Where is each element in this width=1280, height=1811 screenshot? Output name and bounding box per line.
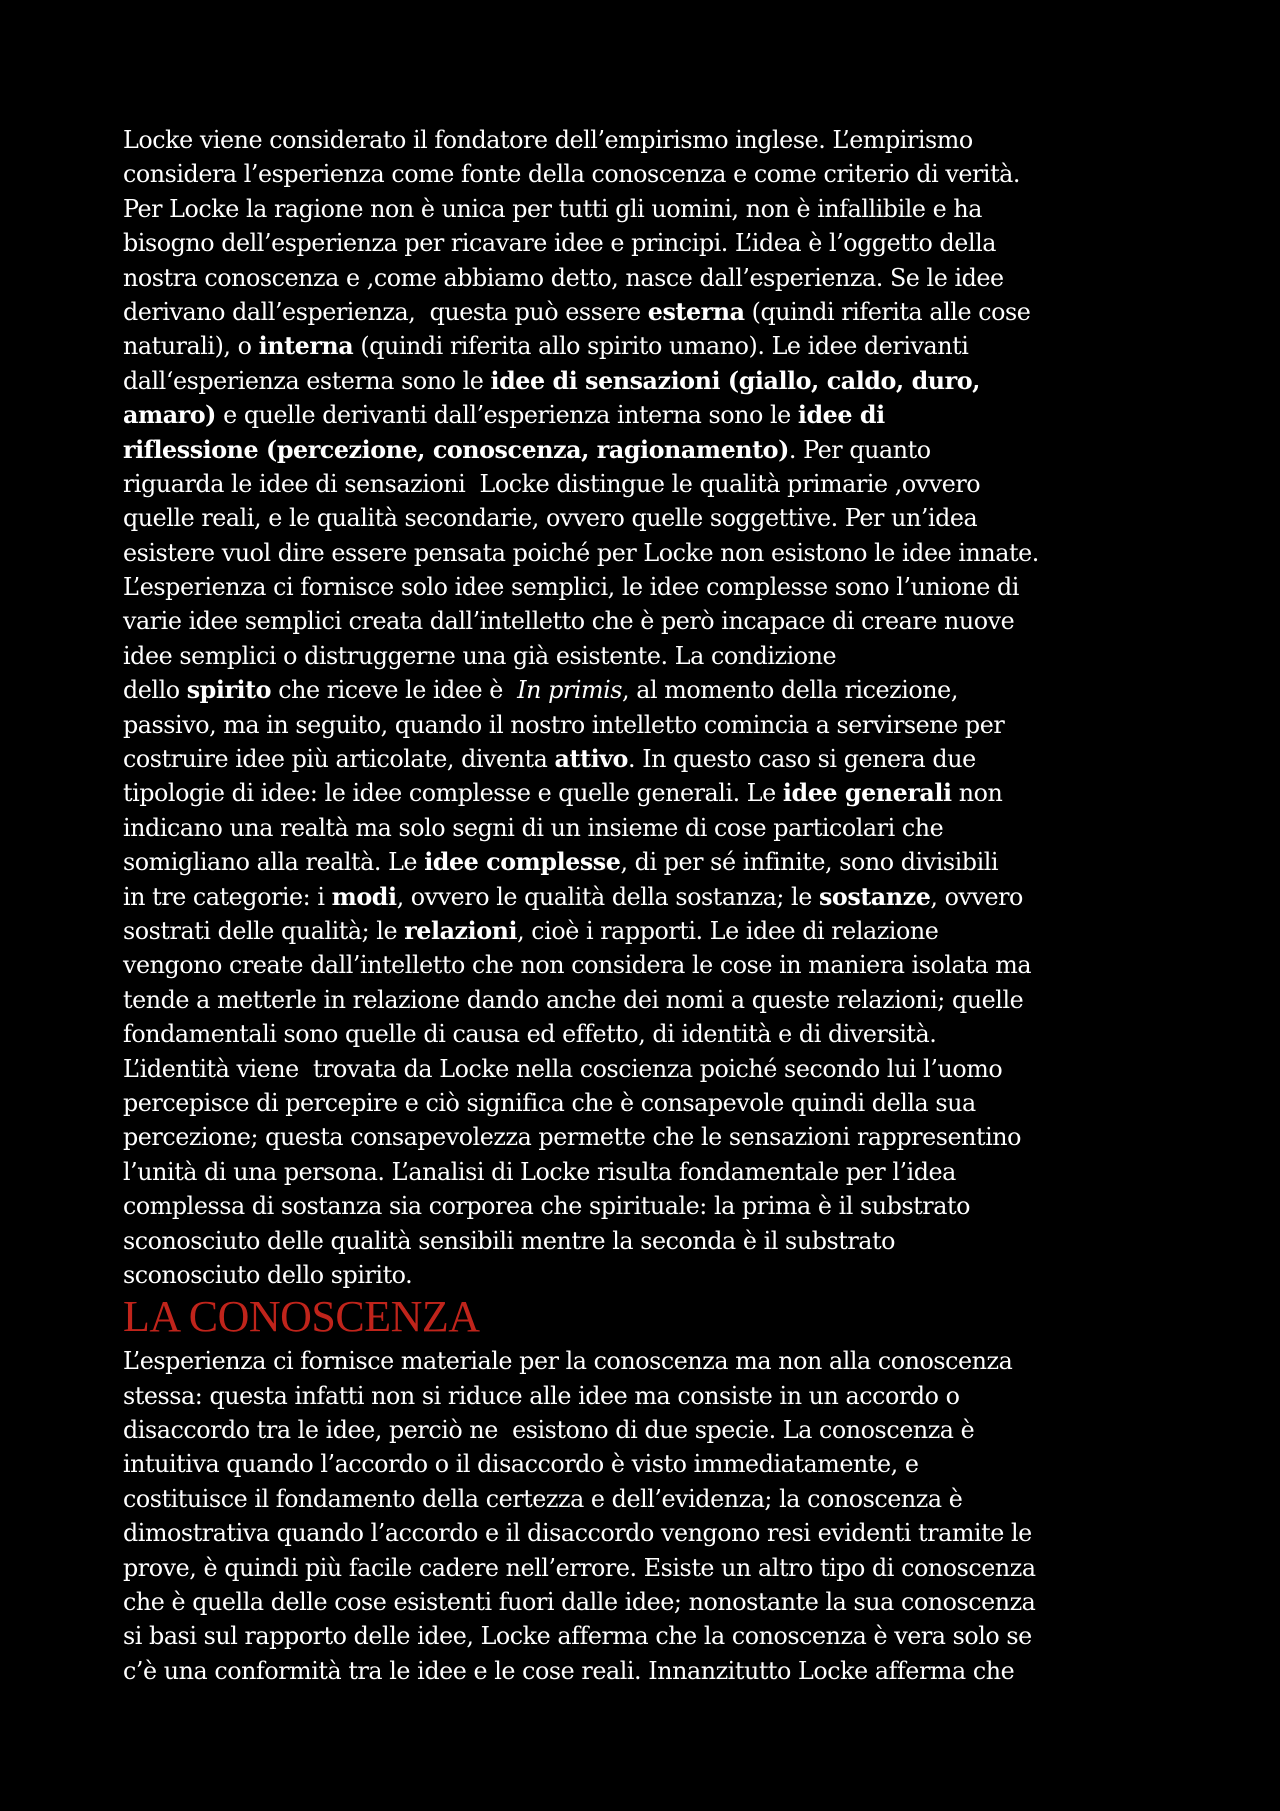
text-line [123,1189,1167,1223]
text-run: dello [123,676,187,705]
text-run: derivano dall’esperienza, questa può essere [123,297,648,326]
text-line [123,1344,1167,1378]
bold-term: idee di [797,401,885,430]
text-run: varie idee semplici creata dall’intelletto che è però incapace di creare nuove [123,607,1015,636]
bold-term: interna [258,332,354,361]
text-line [123,433,1167,467]
text-run: in tre categorie: i [123,882,332,911]
text-line [123,1052,1167,1086]
text-run: dimostrativa quando l’accordo e il disaccordo vengono resi evidenti tramite le [123,1519,1032,1548]
text-run: che è quella delle cose esistenti fuori dalle idee; nonostante la sua conoscenza [123,1588,1036,1617]
text-line [123,845,1167,879]
text-run: sconosciuto delle qualità sensibili mentre la seconda è il substrato [123,1226,896,1255]
text-run: (quindi riferita alle cose [744,297,1031,326]
text-line [123,639,1167,673]
text-line [123,501,1167,535]
text-run: , di per sé infinite, sono divisibili [620,848,999,877]
text-run: sconosciuto dello spirito. [123,1260,413,1289]
text-line [123,261,1167,295]
text-run: , al momento della ricezione, [622,676,958,705]
bold-term: idee di sensazioni (giallo, caldo, duro, [490,366,980,395]
text-line [123,1585,1167,1619]
text-run: esistere vuol dire essere pensata poiché per Locke non esistono le idee innate. [123,538,1039,567]
text-run: L’identità viene trovata da Locke nella coscienza poiché secondo lui l’uomo [123,1054,1003,1083]
bold-term: spirito [186,676,272,705]
text-line [123,295,1167,329]
text-line [123,226,1167,260]
text-line [123,1551,1167,1585]
text-run: quelle reali, e le qualità secondarie, ovvero quelle soggettive. Per un’idea [123,504,978,533]
text-line [123,1155,1167,1189]
text-line [123,1654,1167,1688]
text-run: dall‘esperienza esterna sono le [123,366,491,395]
text-line [123,157,1167,191]
text-run: costruire idee più articolate, diventa [123,745,555,774]
text-line [123,192,1167,226]
text-run: complessa di sostanza sia corporea che spirituale: la prima è il substrato [123,1192,970,1221]
text-run: percepisce di percepire e ciò significa che è consapevole quindi della sua [123,1088,976,1117]
text-run: L’esperienza ci fornisce materiale per la conoscenza ma non alla conoscenza [123,1347,1013,1376]
text-line [123,742,1167,776]
text-run: sostrati delle qualità; le [123,916,405,945]
text-line [123,536,1167,570]
bold-term: modi [331,882,397,911]
bold-term: esterna [647,297,745,326]
text-run: (quindi riferita allo spirito umano). Le idee derivanti [353,332,969,361]
text-line [123,948,1167,982]
text-run: . Per quanto [788,435,931,464]
text-line [123,1379,1167,1413]
bold-term: relazioni [404,916,518,945]
text-run: percezione; questa consapevolezza permette che le sensazioni rappresentino [123,1123,1022,1152]
text-run: vengono create dall’intelletto che non considera le cose in maniera isolata ma [123,951,1032,980]
text-line [123,604,1167,638]
text-line [123,329,1167,363]
text-line [123,467,1167,501]
text-line [123,364,1167,398]
text-run: nostra conoscenza e ,come abbiamo detto, nasce dall’esperienza. Se le idee [123,263,1004,292]
text-run: fondamentali sono quelle di causa ed effetto, di identità e di diversità. [123,1020,937,1049]
text-run: . In questo caso si genera due [627,745,976,774]
text-line [123,983,1167,1017]
text-run: idee semplici o distruggerne una già esistente. La condizione [123,641,837,670]
text-line [123,1413,1167,1447]
bold-term: attivo [554,745,628,774]
text-run: stessa: questa infatti non si riduce alle idee ma consiste in un accordo o [123,1381,960,1410]
bold-term: idee generali [782,779,952,808]
text-line [123,776,1167,810]
text-run: l’unità di una persona. L’analisi di Locke risulta fondamentale per l’idea [123,1157,956,1186]
text-run: tende a metterle in relazione dando anche dei nomi a queste relazioni; quelle [123,985,1024,1014]
italic-term: In primis [517,676,623,705]
text-line [123,1516,1167,1550]
bold-term: riflessione (percezione, conoscenza, ragionamento) [123,435,789,464]
text-run: non [951,779,1003,808]
text-line [123,914,1167,948]
text-line [123,1482,1167,1516]
text-line [123,708,1167,742]
text-line [123,398,1167,432]
text-line [123,570,1167,604]
page-content [123,123,1167,1688]
text-run: bisogno dell’esperienza per ricavare idee e principi. L’idea è l’oggetto della [123,229,997,258]
text-run: e quelle derivanti dall’esperienza interna sono le [216,401,798,430]
text-run: , ovvero le qualità della sostanza; le [396,882,819,911]
text-line [123,880,1167,914]
text-line [123,673,1167,707]
text-run: Locke viene considerato il fondatore dell’empirismo inglese. L’empirismo [123,126,973,154]
bold-term: amaro) [123,401,216,430]
text-line [123,1224,1167,1258]
text-run: , ovvero [930,882,1023,911]
text-line [123,1017,1167,1051]
paragraph-conoscenza [123,1344,1167,1688]
text-run: costituisce il fondamento della certezza e dell’evidenza; la conoscenza è [123,1484,963,1513]
text-line [123,1619,1167,1653]
text-run: indicano una realtà ma solo segni di un insieme di cose particolari che [123,813,944,842]
text-run: considera l’esperienza come fonte della conoscenza e come criterio di verità. [123,160,1021,189]
text-run: riguarda le idee di sensazioni Locke distingue le qualità primarie ,ovvero [123,469,981,498]
text-run: che riceve le idee è [271,676,518,705]
text-line [123,123,1167,157]
section-heading: LA CONOSCENZA [123,1292,480,1342]
text-line [123,1086,1167,1120]
text-run: disaccordo tra le idee, perciò ne esistono di due specie. La conoscenza è [123,1416,975,1445]
text-run: intuitiva quando l’accordo o il disaccordo è visto immediatamente, e [123,1450,919,1479]
paragraph-empirismo [123,123,1167,1292]
text-run: prove, è quindi più facile cadere nell’errore. Esiste un altro tipo di conoscenza [123,1553,1036,1582]
text-run: , cioè i rapporti. Le idee di relazione [517,916,939,945]
text-run: naturali), o [123,332,259,361]
text-run: si basi sul rapporto delle idee, Locke afferma che la conoscenza è vera solo se [123,1622,1032,1651]
text-line [123,1120,1167,1154]
text-run: L’esperienza ci fornisce solo idee semplici, le idee complesse sono l’unione di [123,573,1019,602]
text-run: Per Locke la ragione non è unica per tutti gli uomini, non è infallibile e ha [123,194,983,223]
text-line [123,1447,1167,1481]
text-line [123,1258,1167,1292]
text-run: tipologie di idee: le idee complesse e quelle generali. Le [123,779,783,808]
text-run: somigliano alla realtà. Le [123,848,425,877]
text-run: passivo, ma in seguito, quando il nostro intelletto comincia a servirsene per [123,710,1005,739]
bold-term: idee complesse [424,848,621,877]
text-line [123,811,1167,845]
text-run: c’è una conformità tra le idee e le cose reali. Innanzitutto Locke afferma che [123,1656,1015,1685]
bold-term: sostanze [818,882,931,911]
